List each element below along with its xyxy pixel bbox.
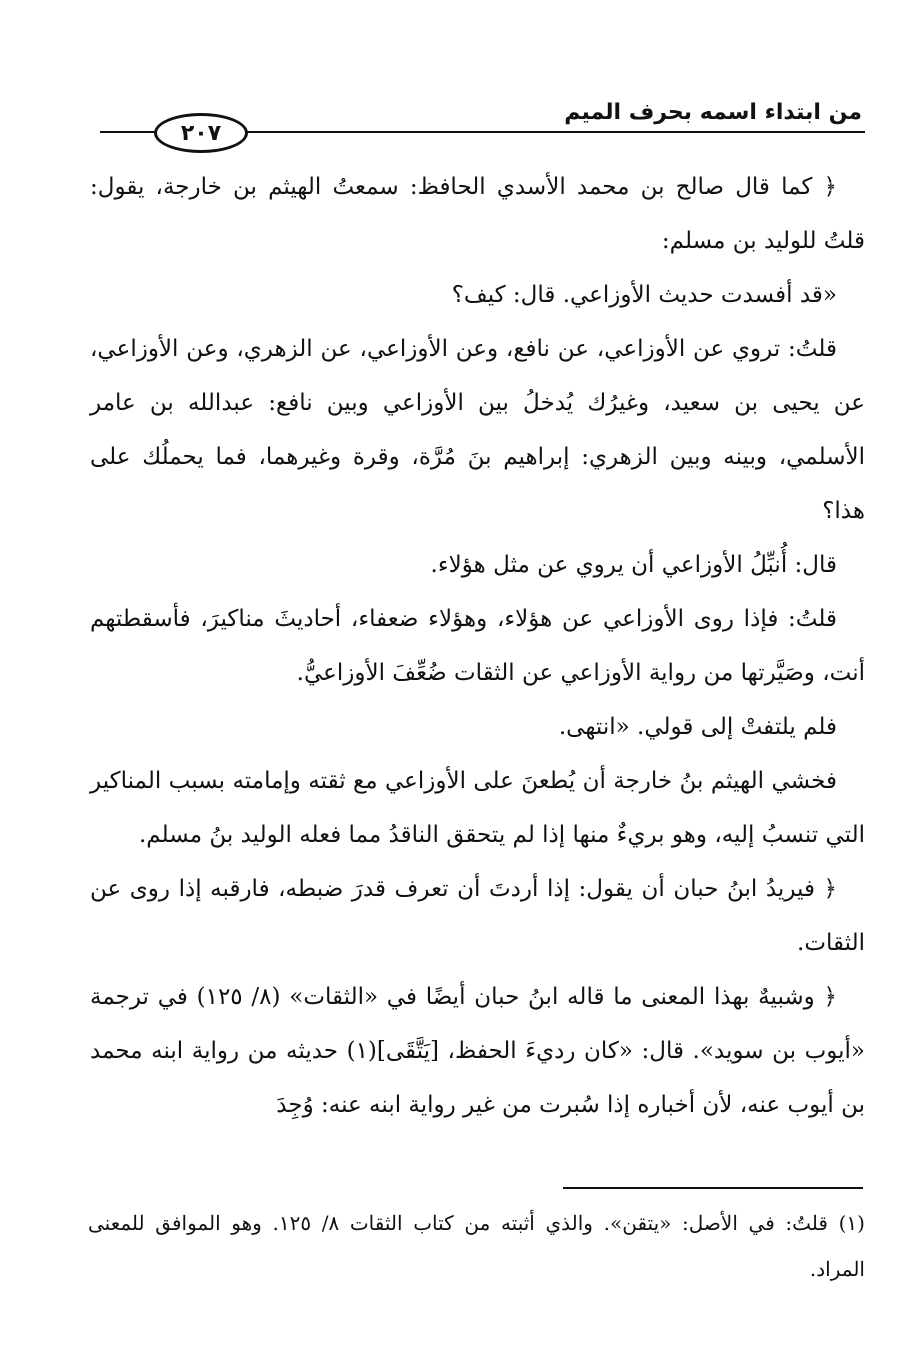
paragraph: قال: أُنبِّلُ الأوزاعي أن يروي عن مثل هؤلاء. bbox=[430, 552, 837, 578]
main-text bbox=[90, 160, 865, 1132]
paragraph: قلتُ: فإذا روى الأوزاعي عن هؤلاء، وهؤلاء ضعفاء، أحاديثَ مناكيرَ، فأسقطتهم أنت، وصَيَّرتها من رواية الأوزاعي عن الثقات ضُعِّفَ الأوزاعيُّ. bbox=[90, 606, 865, 686]
paragraph: قلتُ: تروي عن الأوزاعي، عن نافع، وعن الأوزاعي، عن الزهري، وعن الأوزاعي، عن يحيى بن سعيد، وغيرُك يُدخلُ بين الأوزاعي وبين نافع: عبدالله بن عامر الأسلمي، وبينه وبين الزهري: إبراهيم بنَ مُرَّة، وقرة وغيرهما، فما يحملُك على هذا؟ bbox=[90, 336, 865, 524]
paragraph: ﴿ فيريدُ ابنُ حبان أن يقول: إذا أردتَ أن تعرف قدرَ ضبطه، فارقبه إذا روى عن الثقات. bbox=[90, 876, 865, 956]
paragraph: فخشي الهيثم بنُ خارجة أن يُطعنَ على الأوزاعي مع ثقته وإمامته بسبب المناكير التي تنسبُ إليه، وهو بريءٌ منها إذا لم يتحقق الناقدُ مما فعله الوليد بنُ مسلم. bbox=[90, 768, 865, 848]
paragraph: ﴿ وشبيهٌ بهذا المعنى ما قاله ابنُ حبان أيضًا في «الثقات» (٨/ ١٢٥) في ترجمة «أيوب بن سويد». قال: «كان رديءَ الحفظ، [يَتَّقَى](١) حديثه من رواية ابنه محمد بن أيوب عنه، لأن أخباره إذا سُبرت من غير رواية ابنه عنه: وُجِدَ bbox=[90, 984, 865, 1118]
footnote-text: (١) قلتُ: في الأصل: «يتقن». والذي أثبته من كتاب الثقات ٨/ ١٢٥. وهو الموافق للمعنى المراد. bbox=[88, 1211, 865, 1281]
footnote bbox=[88, 1200, 865, 1292]
paragraph: «قد أفسدت حديث الأوزاعي. قال: كيف؟ bbox=[451, 282, 837, 308]
page-number: ٢٠٧ bbox=[154, 113, 248, 153]
paragraph: ﴿ كما قال صالح بن محمد الأسدي الحافظ: سمعتُ الهيثم بن خارجة، يقول: قلتُ للوليد بن مسلم: bbox=[90, 174, 865, 254]
paragraph: فلم يلتفتْ إلى قولي. «انتهى. bbox=[558, 714, 837, 740]
running-title: من ابتداء اسمه بحرف الميم bbox=[564, 100, 862, 125]
footnote-rule bbox=[563, 1187, 863, 1189]
